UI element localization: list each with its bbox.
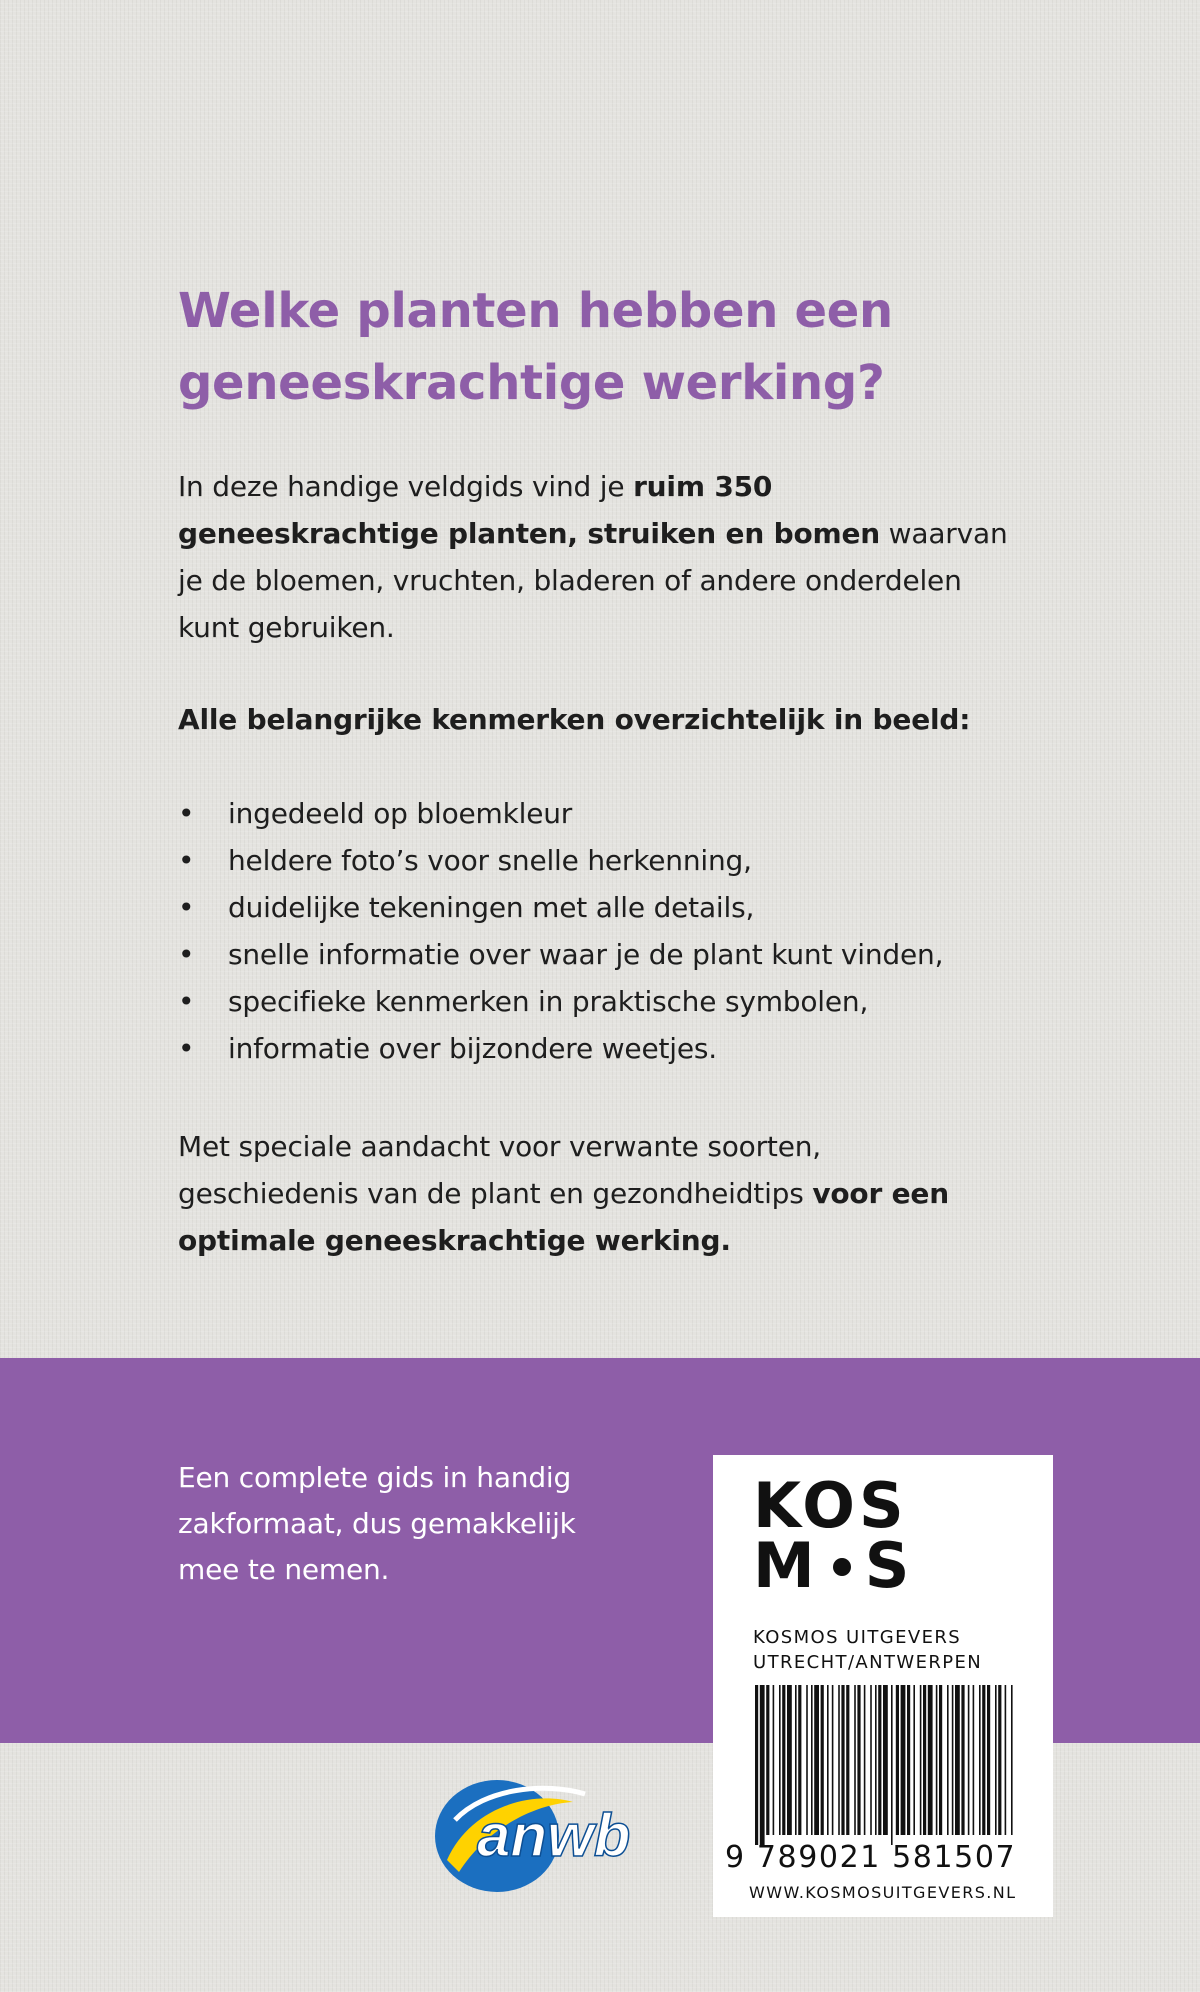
barcode-bar (782, 1685, 785, 1835)
feature-text: duidelijke tekeningen met alle details, (228, 891, 755, 924)
barcode-icon (753, 1685, 1015, 1845)
barcode-bar (766, 1685, 769, 1835)
feature-text: snelle informatie over waar je de plant kunt vinden, (228, 938, 944, 971)
barcode-bar (827, 1685, 829, 1835)
publisher-info (753, 1625, 982, 1675)
barcode-bar (795, 1685, 797, 1835)
feature-item (178, 978, 1038, 1025)
tagline-line-1: Een complete gids in handig (178, 1461, 572, 1494)
intro-text-2: waarvan (879, 517, 1008, 550)
bullet-icon: • (178, 891, 195, 924)
barcode-bar (1011, 1685, 1013, 1835)
bullet-icon: • (178, 938, 195, 971)
feature-item (178, 837, 1038, 884)
outro-text-2: geschiedenis van de plant en gezondheidtips (178, 1177, 813, 1210)
outro-paragraph (178, 1123, 1038, 1264)
tagline-line-3: mee te nemen. (178, 1553, 390, 1586)
barcode-bar (947, 1685, 949, 1835)
barcode-bar (955, 1685, 960, 1835)
barcode-bar (883, 1685, 888, 1835)
feature-item (178, 884, 1038, 931)
barcode-bar (832, 1685, 834, 1835)
barcode-bar (755, 1685, 758, 1845)
headline (178, 275, 1078, 419)
outro-bold-1: voor een (812, 1177, 949, 1210)
anwb-logo-icon (425, 1768, 675, 1898)
barcode-bar (968, 1685, 970, 1835)
barcode-bar (936, 1685, 938, 1835)
intro-text-3: je de bloemen, vruchten, bladeren of andere onderdelen (178, 564, 962, 597)
bullet-icon: • (178, 985, 195, 1018)
barcode-bar (939, 1685, 942, 1835)
isbn-number: 9 789021 581507 (725, 1840, 1017, 1875)
barcode-bar (901, 1685, 906, 1835)
headline-line-1: Welke planten hebben een (178, 283, 893, 339)
outro-bold-2: optimale geneeskrachtige werking. (178, 1224, 731, 1257)
barcode-bar (995, 1685, 997, 1835)
outro-text-1: Met speciale aandacht voor verwante soorten, (178, 1130, 821, 1163)
feature-item (178, 790, 1038, 837)
barcode-bar (875, 1685, 877, 1835)
barcode-bar (998, 1685, 1001, 1835)
barcode-bar (870, 1685, 872, 1835)
publisher-website: WWW.KOSMOSUITGEVERS.NL (749, 1883, 1017, 1902)
barcode-bar (821, 1685, 824, 1835)
bullet-icon: • (178, 797, 195, 830)
barcode-bar (760, 1685, 765, 1845)
barcode-bar (982, 1685, 985, 1835)
barcode-bar (891, 1685, 893, 1845)
barcode-bar (907, 1685, 910, 1835)
feature-text: specifieke kenmerken in praktische symbolen, (228, 985, 869, 1018)
barcode-bar (923, 1685, 926, 1835)
intro-bold-1: ruim 350 (633, 470, 773, 503)
tagline-line-2: zakformaat, dus gemakkelijk (178, 1507, 576, 1540)
barcode-bar (952, 1685, 954, 1835)
feature-item (178, 1025, 1038, 1072)
feature-item (178, 931, 1038, 978)
barcode-bar (854, 1685, 856, 1835)
publisher-name: KOSMOS UITGEVERS (753, 1627, 962, 1648)
barcode-bar (814, 1685, 819, 1835)
barcode-bar (787, 1685, 792, 1835)
barcode-bar (928, 1685, 933, 1835)
feature-list (178, 790, 1038, 1072)
barcode-bar (913, 1685, 915, 1835)
intro-text-4: kunt gebruiken. (178, 611, 395, 644)
barcode-bar (811, 1685, 813, 1835)
intro-bold-2: geneeskrachtige planten, struiken en bomen (178, 517, 880, 550)
feature-text: ingedeeld op bloemkleur (228, 797, 573, 830)
barcode-bar (841, 1685, 844, 1835)
anwb-wordmark: anwb (477, 1802, 631, 1869)
barcode-bar (779, 1685, 781, 1835)
barcode-bar (973, 1685, 975, 1835)
barcode-bar (806, 1685, 808, 1835)
barcode-bar (1005, 1685, 1007, 1835)
publisher-city: UTRECHT/ANTWERPEN (753, 1652, 983, 1673)
feature-text: heldere foto’s voor snelle herkenning, (228, 844, 752, 877)
bullet-icon: • (178, 844, 195, 877)
barcode-bar (896, 1685, 899, 1835)
kosmos-dot-icon (833, 1558, 851, 1576)
publisher-card (713, 1455, 1053, 1917)
barcode-bar (838, 1685, 840, 1835)
bullet-icon: • (178, 1032, 195, 1065)
barcode-bar (987, 1685, 990, 1835)
barcode-bar (961, 1685, 964, 1835)
kosmos-logo-m: M (753, 1529, 819, 1602)
barcode-bar (920, 1685, 922, 1835)
features-heading: Alle belangrijke kenmerken overzichtelijk in beeld: (178, 703, 971, 736)
barcode-bar (846, 1685, 849, 1835)
feature-text: informatie over bijzondere weetjes. (228, 1032, 717, 1065)
barcode-bar (979, 1685, 981, 1835)
kosmos-logo-bottom (753, 1529, 914, 1602)
intro-text-1: In deze handige veldgids vind je (178, 470, 634, 503)
headline-line-2: geneeskrachtige werking? (178, 355, 885, 411)
barcode-bar (857, 1685, 860, 1835)
barcode-bar (864, 1685, 866, 1835)
barcode-bar (773, 1685, 775, 1835)
intro-paragraph (178, 463, 1038, 651)
barcode-bar (798, 1685, 801, 1835)
barcode-bar (878, 1685, 881, 1835)
kosmos-logo-s: S (864, 1529, 914, 1602)
tagline (178, 1455, 618, 1593)
kosmos-logo-top: KOS (753, 1469, 908, 1542)
